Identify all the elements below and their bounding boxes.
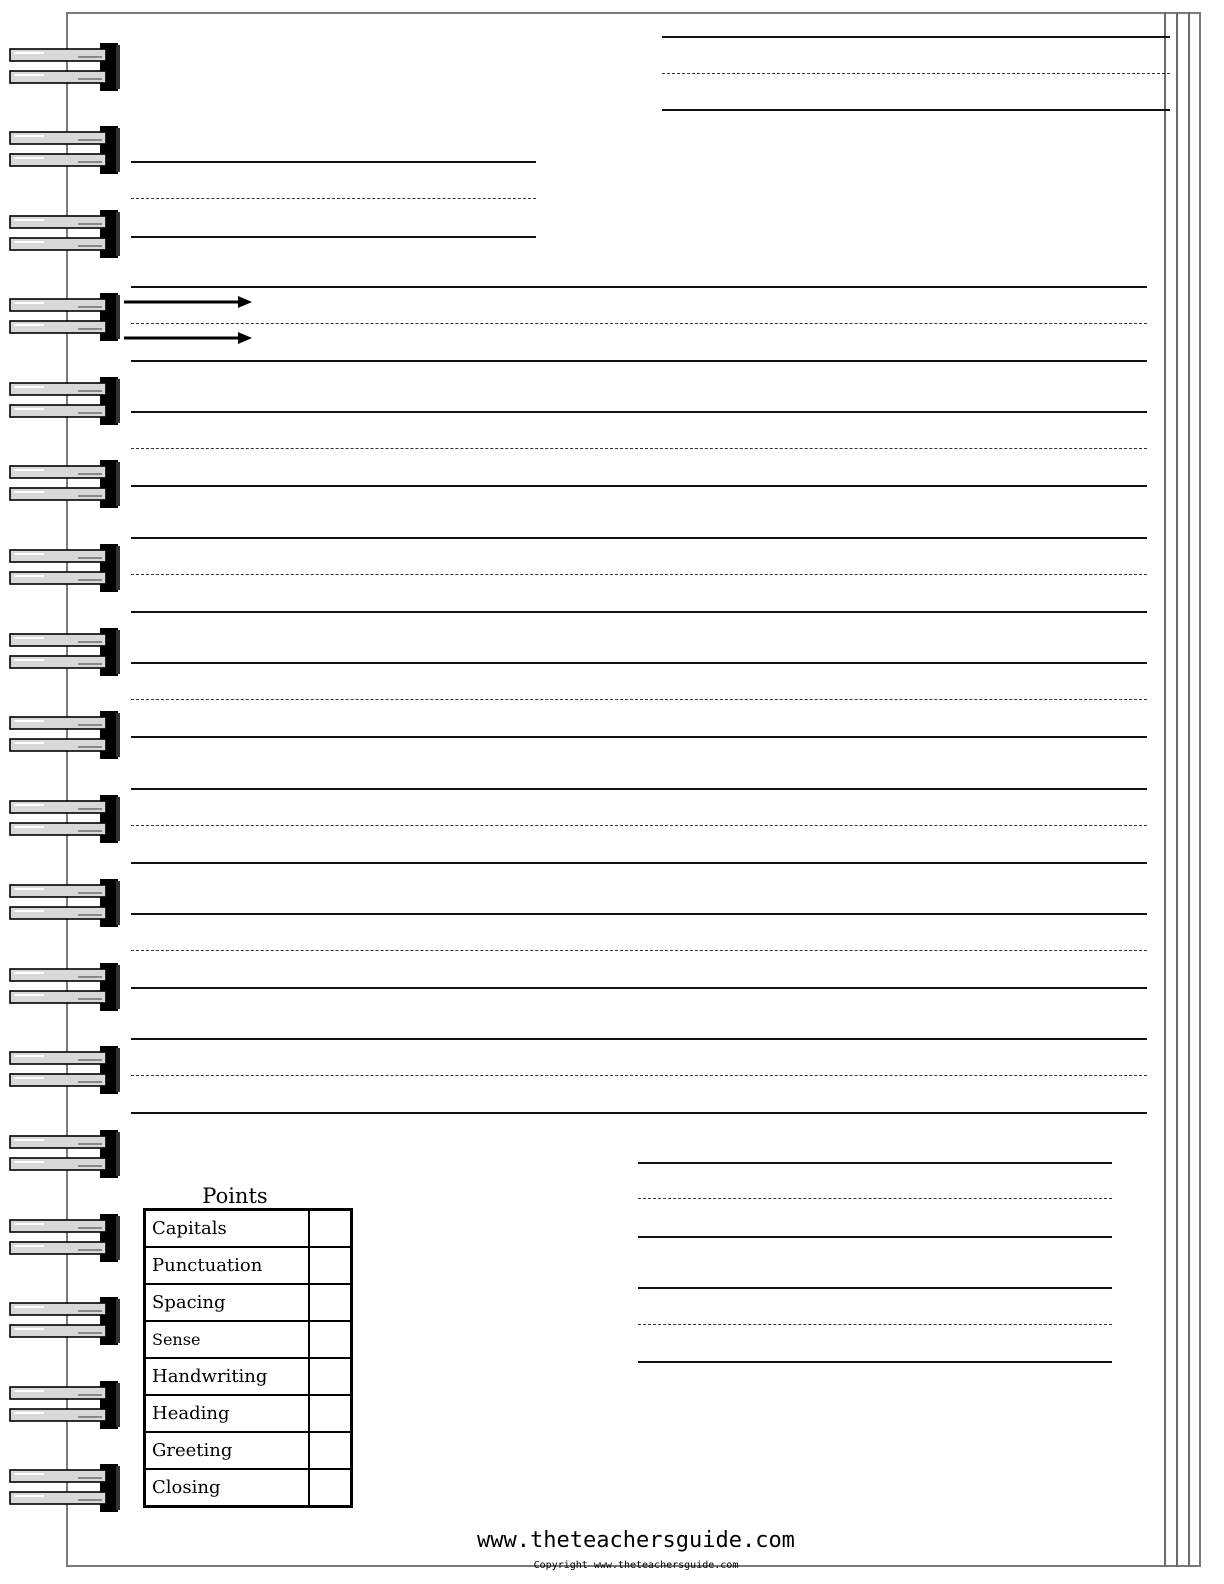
indent-arrow-icon: [124, 332, 252, 344]
copyright-notice: Copyright www.theteachersguide.com: [533, 1560, 739, 1571]
criterion-capitals: Capitals: [145, 1210, 310, 1248]
spiral-ring-icon: [8, 1214, 122, 1262]
spiral-ring-icon: [8, 544, 122, 592]
writing-line: [131, 537, 1147, 539]
criterion-punctuation: Punctuation: [145, 1247, 310, 1284]
spiral-ring-icon: [8, 1130, 122, 1178]
spiral-ring-icon: [8, 126, 122, 174]
spiral-ring-icon: [8, 1381, 122, 1429]
website-footer: www.theteachersguide.com: [477, 1528, 795, 1553]
table-row: [145, 1210, 352, 1248]
writing-midline: [131, 574, 1147, 575]
table-row: [145, 1284, 352, 1321]
writing-midline: [131, 1075, 1147, 1076]
spiral-ring-icon: [8, 460, 122, 508]
spiral-ring-icon: [8, 377, 122, 425]
spiral-ring-icon: [8, 628, 122, 676]
writing-line: [131, 987, 1147, 989]
score-cell[interactable]: [309, 1395, 352, 1432]
writing-line: [131, 788, 1147, 790]
writing-midline: [131, 448, 1147, 449]
spiral-ring-icon: [8, 963, 122, 1011]
score-cell[interactable]: [309, 1321, 352, 1358]
writing-line: [131, 1112, 1147, 1114]
page-edge-line: [1188, 12, 1190, 1567]
page-edge-line: [1164, 12, 1166, 1567]
writing-line: [131, 485, 1147, 487]
writing-line: [131, 736, 1147, 738]
points-table: [143, 1208, 353, 1508]
criterion-closing: Closing: [145, 1469, 310, 1507]
table-row: [145, 1247, 352, 1284]
writing-line: [131, 913, 1147, 915]
writing-line: [131, 411, 1147, 413]
writing-midline: [131, 323, 1147, 324]
criterion-greeting: Greeting: [145, 1432, 310, 1469]
score-cell[interactable]: [309, 1469, 352, 1507]
score-cell[interactable]: [309, 1247, 352, 1284]
indent-arrow-icon: [124, 296, 252, 308]
table-row: [145, 1469, 352, 1507]
page-edge-line: [1176, 12, 1178, 1567]
writing-line: [131, 662, 1147, 664]
spiral-ring-icon: [8, 1046, 122, 1094]
criterion-heading: Heading: [145, 1395, 310, 1432]
writing-line: [131, 862, 1147, 864]
points-title: Points: [202, 1184, 268, 1208]
criterion-handwriting: Handwriting: [145, 1358, 310, 1395]
table-row: [145, 1432, 352, 1469]
writing-midline: [131, 825, 1147, 826]
spiral-ring-icon: [8, 43, 122, 91]
writing-line: [131, 611, 1147, 613]
writing-line: [131, 1038, 1147, 1040]
spiral-ring-icon: [8, 293, 122, 341]
score-cell[interactable]: [309, 1358, 352, 1395]
spiral-ring-icon: [8, 1297, 122, 1345]
criterion-sense: Sense: [145, 1321, 310, 1358]
spiral-ring-icon: [8, 879, 122, 927]
table-row: [145, 1321, 352, 1358]
score-cell[interactable]: [309, 1432, 352, 1469]
spiral-ring-icon: [8, 795, 122, 843]
writing-midline: [131, 699, 1147, 700]
spiral-ring-icon: [8, 210, 122, 258]
table-row: [145, 1395, 352, 1432]
writing-midline: [131, 950, 1147, 951]
writing-line: [131, 286, 1147, 288]
score-cell[interactable]: [309, 1210, 352, 1248]
table-row: [145, 1358, 352, 1395]
criterion-spacing: Spacing: [145, 1284, 310, 1321]
spiral-ring-icon: [8, 711, 122, 759]
writing-line: [131, 360, 1147, 362]
spiral-ring-icon: [8, 1464, 122, 1512]
score-cell[interactable]: [309, 1284, 352, 1321]
